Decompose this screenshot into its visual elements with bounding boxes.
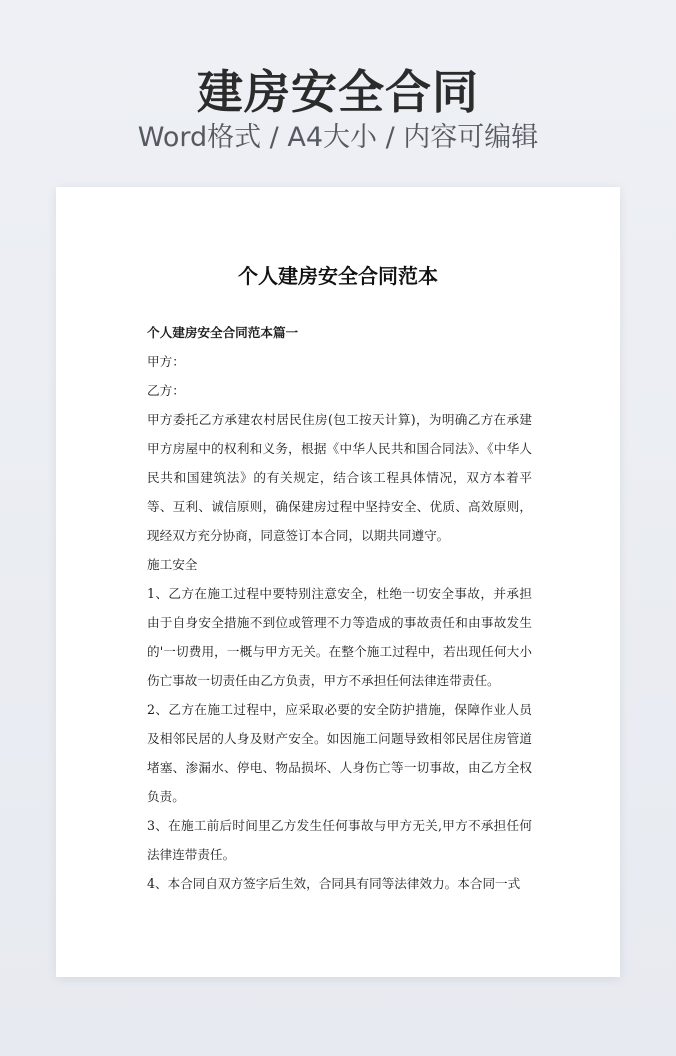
banner-subtitle: Word格式 / A4大小 / 内容可编辑 <box>137 122 539 153</box>
document-title: 个人建房安全合同范本 <box>238 264 438 288</box>
party-b-line: 乙方： <box>147 383 185 398</box>
document-page <box>56 187 620 977</box>
clause-2: 2、乙方在施工过程中，应采取必要的安全防护措施，保障作业人员及相邻民居的人身及财产安全。如因施工问题导致相邻民居住房管道堵塞、渗漏水、停电、物品损坏、人身伤亡等一切事故，由乙方全权负责。 <box>147 702 532 804</box>
subheading-safety: 施工安全 <box>147 557 198 572</box>
banner <box>0 0 676 180</box>
clause-1: 1、乙方在施工过程中要特别注意安全，杜绝一切安全事故，并承担由于自身安全措施不到位或管理不力等造成的事故责任和由事故发生的'一切费用，一概与甲方无关。在整个施工过程中，若出现任何大小伤亡事故一切责任由乙方负责，甲方不承担任何法律连带责任。 <box>147 586 532 688</box>
party-a-line: 甲方： <box>147 354 185 369</box>
clause-4: 4、本合同自双方签字后生效，合同具有同等法律效力。本合同一式 <box>147 876 521 891</box>
clause-3: 3、在施工前后时间里乙方发生任何事故与甲方无关,甲方不承担任何法律连带责任。 <box>147 818 532 862</box>
intro-paragraph: 甲方委托乙方承建农村居民住房(包工按天计算)，为明确乙方在承建甲方房屋中的权利和义务，根据《中华人民共和国合同法》、《中华人民共和国建筑法》的有关规定，结合该工程具体情况，双方本着平等、互利、诚信原则，确保建房过程中坚持安全、优质、高效原则，现经双方充分协商，同意签订本合同，以期共同遵守。 <box>147 412 532 543</box>
section-heading: 个人建房安全合同范本篇一 <box>147 325 299 340</box>
banner-title: 建房安全合同 <box>197 65 479 119</box>
document-body <box>147 318 532 898</box>
